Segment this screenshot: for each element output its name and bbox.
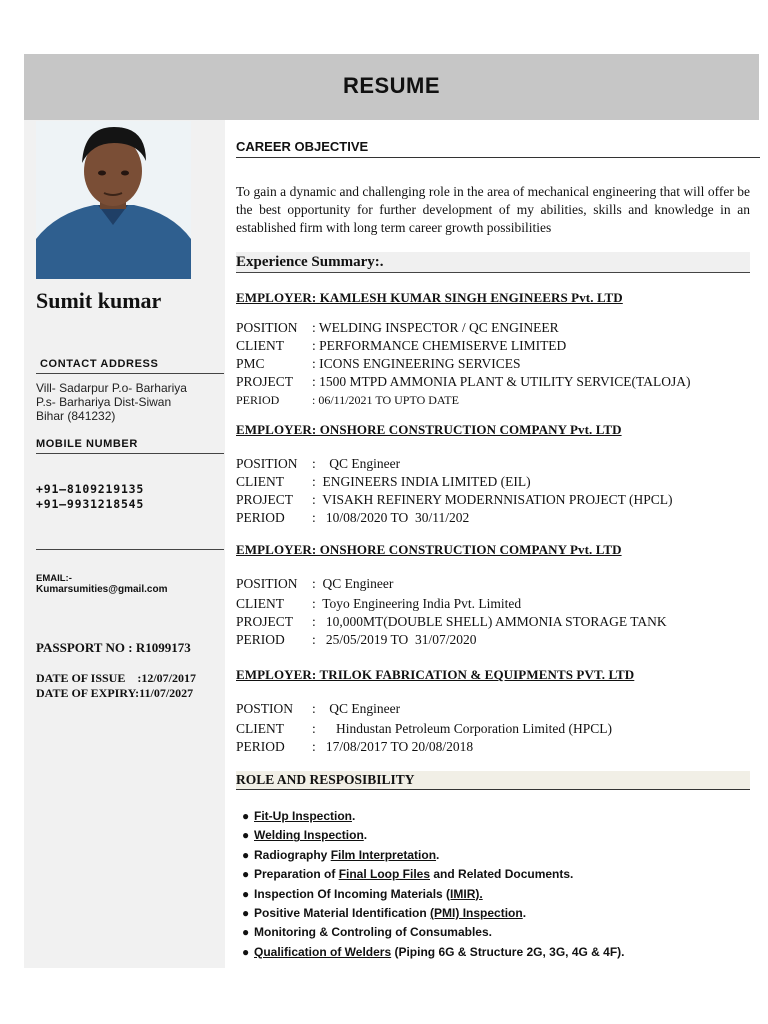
detail-key: POSITION	[236, 576, 298, 591]
detail-value: : WELDING INSPECTOR / QC ENGINEER	[312, 320, 559, 335]
detail-value: : 25/05/2019 TO 31/07/2020	[312, 632, 477, 647]
detail-key: PROJECT	[236, 614, 294, 629]
experience-summary-heading: Experience Summary:.	[236, 252, 750, 272]
item-text: Monitoring & Controling of Consumables.	[254, 925, 492, 940]
divider	[36, 549, 224, 550]
detail-value: : PERFORMANCE CHEMISERVE LIMITED	[312, 338, 567, 353]
bullet-icon: ●	[242, 828, 250, 843]
mobile-number-2: +91–9931218545	[36, 497, 145, 511]
list-item	[242, 865, 625, 884]
item-text: Preparation of	[254, 867, 339, 882]
employer-title: EMPLOYER: KAMLESH KUMAR SINGH ENGINEERS Pvt. LTD	[236, 290, 623, 305]
address-line-3: Bihar (841232)	[36, 409, 116, 423]
date-of-issue: DATE OF ISSUE :12/07/2017	[36, 671, 197, 685]
item-text: Radiography	[254, 847, 331, 862]
employer-title: EMPLOYER: TRILOK FABRICATION & EQUIPMENTS PVT. LTD	[236, 667, 635, 682]
item-text: Positive Material Identification	[254, 905, 431, 920]
detail-row	[236, 631, 477, 649]
address-line-1: Vill- Sadarpur P.o- Barhariya	[36, 381, 187, 395]
list-item	[242, 807, 625, 826]
detail-key: PMC	[236, 356, 265, 371]
item-link: Welding Inspection	[254, 828, 364, 843]
detail-key: CLIENT	[236, 474, 284, 489]
bullet-icon: ●	[242, 847, 250, 862]
employer-title: EMPLOYER: ONSHORE CONSTRUCTION COMPANY Pvt. LTD	[236, 542, 622, 557]
list-item	[242, 943, 625, 962]
detail-row	[236, 509, 469, 527]
title-banner	[24, 54, 759, 120]
list-item	[242, 923, 625, 942]
list-item	[242, 826, 625, 845]
detail-value: : QC Engineer	[312, 701, 401, 716]
bullet-icon: ●	[242, 905, 250, 920]
detail-row	[236, 595, 521, 613]
detail-key: CLIENT	[236, 596, 284, 611]
detail-key: PERIOD	[236, 510, 285, 525]
item-text: .	[436, 847, 440, 862]
detail-row	[236, 738, 473, 756]
detail-row	[236, 700, 400, 718]
detail-value: : Toyo Engineering India Pvt. Limited	[312, 596, 522, 611]
item-text: .	[522, 905, 527, 920]
detail-row	[236, 455, 400, 473]
detail-row	[236, 319, 559, 337]
detail-value: : ENGINEERS INDIA LIMITED (EIL)	[312, 474, 531, 489]
item-text: and Related Documents.	[430, 867, 574, 882]
detail-key: POSITION	[236, 456, 298, 471]
item-link: Film Interpretation	[330, 847, 437, 862]
passport-number: PASSPORT NO : R1099173	[36, 640, 191, 655]
bullet-icon: ●	[242, 867, 250, 882]
detail-row	[236, 491, 673, 509]
responsibility-list	[242, 807, 625, 962]
career-objective-heading: CAREER OBJECTIVE	[236, 139, 369, 154]
mobile-number-label: MOBILE NUMBER	[36, 438, 138, 450]
detail-value: : 17/08/2017 TO 20/08/2018	[312, 739, 474, 754]
item-link: (IMIR).	[446, 886, 483, 901]
detail-row	[236, 613, 667, 631]
detail-key: CLIENT	[236, 721, 284, 736]
list-item	[242, 885, 625, 904]
divider	[236, 157, 760, 158]
detail-value: : ICONS ENGINEERING SERVICES	[312, 356, 521, 371]
list-item	[242, 904, 625, 923]
detail-key: PROJECT	[236, 374, 294, 389]
item-link: Final Loop Files	[338, 867, 431, 882]
divider	[36, 373, 224, 374]
detail-key: CLIENT	[236, 338, 284, 353]
detail-value: : QC Engineer	[312, 576, 394, 591]
bullet-icon: ●	[242, 925, 250, 940]
detail-value: : VISAKH REFINERY MODERNNISATION PROJECT (HPCL)	[312, 492, 673, 507]
detail-value: : 06/11/2021 TO UPTO DATE	[312, 393, 459, 407]
item-text: .	[352, 809, 356, 823]
detail-row	[236, 391, 459, 409]
address-line-2: P.s- Barhariya Dist-Siwan	[36, 395, 172, 409]
candidate-name: Sumit kumar	[36, 288, 162, 313]
bullet-icon: ●	[242, 944, 250, 959]
detail-value: : 10/08/2020 TO 30/11/202	[312, 510, 470, 525]
item-text: .	[363, 828, 368, 843]
detail-value: : 1500 MTPD AMMONIA PLANT & UTILITY SERVICE(TALOJA)	[312, 374, 691, 389]
detail-value: : Hindustan Petroleum Corporation Limited (HPCL)	[312, 721, 612, 736]
list-item	[242, 846, 625, 865]
divider	[236, 789, 750, 790]
detail-value: : QC Engineer	[312, 456, 401, 471]
bullet-icon: ●	[242, 809, 250, 823]
detail-key: PERIOD	[236, 739, 285, 754]
detail-row	[236, 473, 531, 491]
detail-row	[236, 575, 393, 593]
item-link: Qualification of Welders	[254, 944, 392, 959]
bullet-icon: ●	[242, 886, 250, 901]
detail-key: PROJECT	[236, 492, 294, 507]
contact-address-label: CONTACT ADDRESS	[40, 358, 159, 370]
detail-row	[236, 720, 612, 738]
item-text: (Piping 6G & Structure 2G, 3G, 4G & 4F).	[391, 944, 625, 959]
item-link: Fit-Up Inspection	[254, 809, 352, 823]
detail-key: PERIOD	[236, 393, 280, 407]
profile-photo	[36, 121, 191, 279]
email-address[interactable]: Kumarsumities@gmail.com	[36, 584, 168, 595]
employer-title: EMPLOYER: ONSHORE CONSTRUCTION COMPANY Pvt. LTD	[236, 422, 622, 437]
detail-row	[236, 355, 521, 373]
divider	[36, 453, 224, 454]
detail-row	[236, 373, 690, 391]
role-responsibility-heading: ROLE AND RESPOSIBILITY	[236, 771, 750, 789]
detail-row	[236, 337, 566, 355]
email-label: EMAIL:-	[36, 573, 72, 584]
career-objective-text: To gain a dynamic and challenging role in the area of mechanical engineering that will offer be the best opportunity for further development of my abilities, skills and knowledge in an established firm with long term career growth possibilities	[236, 184, 750, 235]
detail-value: : 10,000MT(DOUBLE SHELL) AMMONIA STORAGE TANK	[312, 614, 667, 629]
mobile-number-1: +91–8109219135	[36, 482, 145, 496]
item-link: (PMI) Inspection	[430, 905, 523, 920]
detail-key: POSTION	[236, 701, 294, 716]
detail-key: PERIOD	[236, 632, 285, 647]
item-text: Inspection Of Incoming Materials	[254, 886, 447, 901]
divider	[236, 272, 750, 273]
date-of-expiry: DATE OF EXPIRY:11/07/2027	[36, 686, 194, 700]
detail-key: POSITION	[236, 320, 298, 335]
resume-title: RESUME	[342, 73, 441, 98]
